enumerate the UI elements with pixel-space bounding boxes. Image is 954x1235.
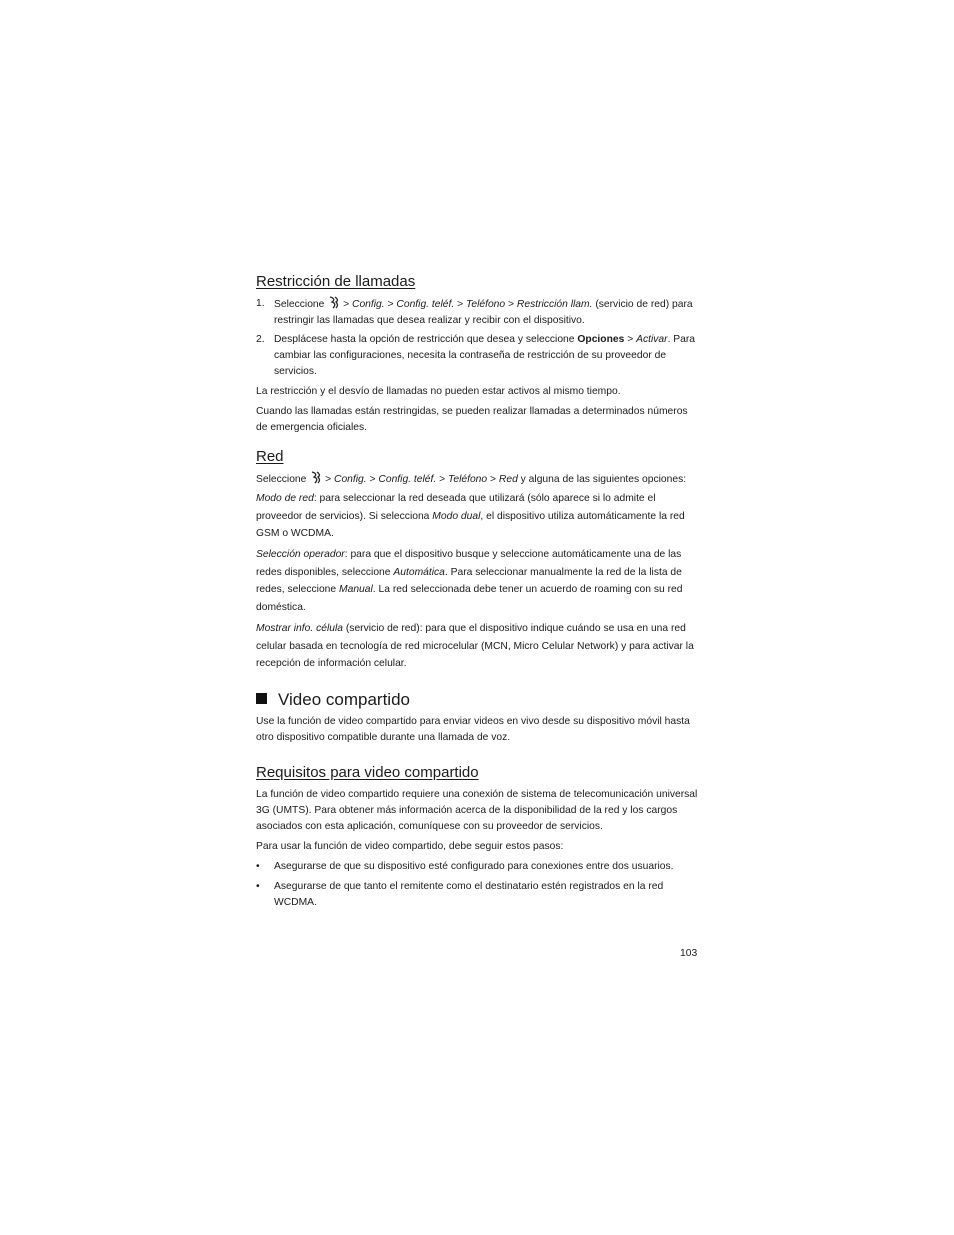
menu-path-config: Config. xyxy=(352,299,385,310)
paragraph-pasos: Para usar la función de video compartido, debe seguir estos pasos: xyxy=(256,841,564,852)
paragraph-mostrar-info-celula xyxy=(256,620,698,673)
heading-text: Video compartido xyxy=(278,690,410,709)
paragraph-emergencia: Cuando las llamadas están restringidas, se pueden realizar llamadas a determinados números de emergencia oficiales. xyxy=(256,406,688,433)
list-item-bullet-2 xyxy=(256,879,698,911)
paragraph-restriccion-desvio: La restricción y el desvío de llamadas no pueden estar activos al mismo tiempo. xyxy=(256,386,621,397)
softkey-opciones: Opciones xyxy=(577,334,625,345)
step-text-rest: (servicio de red) para restringir las llamadas que desea realizar y recibir con el dispositivo. xyxy=(274,299,693,326)
section-square-icon xyxy=(256,693,267,704)
heading-restriccion-llamadas: Restricción de llamadas xyxy=(256,273,416,290)
paragraph-modo-de-red xyxy=(256,490,698,543)
paragraph-video-intro: Use la función de video compartido para enviar videos en vivo desde su dispositivo móvil hasta otro dispositivo compatible durante una llamada de voz. xyxy=(256,716,690,743)
bullet-icon: • xyxy=(256,861,260,872)
heading-red: Red xyxy=(256,448,284,465)
page-number: 103 xyxy=(680,948,698,959)
text-desplacese: Desplácese hasta la opción de restricción que desea y seleccione xyxy=(274,334,575,345)
menu-path-telefono: Teléfono xyxy=(448,474,488,485)
separator: > xyxy=(325,474,332,485)
menu-path-config: Config. xyxy=(334,474,367,485)
separator: > xyxy=(387,299,394,310)
text: (servicio de red): para que el dispositivo indique cuándo se usa en una red celular basada en tecnología de red microcelular (MCN, Micro Celular Network) y para activar la recepción de información celular. xyxy=(256,623,694,669)
menu-path-config-telef: Config. teléf. xyxy=(396,299,455,310)
separator: > xyxy=(490,474,497,485)
option-modo-dual: Modo dual xyxy=(432,510,481,522)
option-seleccion-operador: Selección operador xyxy=(256,549,345,560)
separator: > xyxy=(457,299,464,310)
separator: > xyxy=(627,334,634,345)
bullet-text: Asegurarse de que su dispositivo esté configurado para conexiones entre dos usuarios. xyxy=(274,861,674,872)
text-seleccione: Seleccione xyxy=(256,474,307,485)
list-item-step-1 xyxy=(256,296,698,329)
text: . Para seleccionar manualmente la red de la lista de redes, seleccione xyxy=(256,566,682,595)
menu-path-config-telef: Config. teléf. xyxy=(378,474,437,485)
text: : para seleccionar la red deseada que utilizará (sólo aparece si lo admite el proveedor de servicios). Si selecciona xyxy=(256,493,656,522)
separator: > xyxy=(369,474,376,485)
text-seleccione: Seleccione xyxy=(274,299,325,310)
step-text xyxy=(274,296,698,329)
menu-path-activar: Activar xyxy=(636,334,668,345)
text: . La red seleccionada debe tener un acuerdo de roaming con su red doméstica. xyxy=(256,584,683,613)
menu-path-restriccion: Restricción llam. xyxy=(516,299,593,310)
text: : para que el dispositivo busque y seleccione automáticamente una de las redes disponibles, seleccione xyxy=(256,549,682,578)
paragraph-requisitos-umts: La función de video compartido requiere una conexión de sistema de telecomunicación universal 3G (UMTS). Para obtener más información acerca de la disponibilidad de la red y los cargos asociados con esta aplicación, comuníquese con su proveedor de servicios. xyxy=(256,789,698,832)
heading-video-compartido xyxy=(256,690,410,710)
option-modo-de-red: Modo de red xyxy=(256,493,314,504)
paragraph-seleccion-operador xyxy=(256,546,698,616)
option-mostrar-info-celula: Mostrar info. célula xyxy=(256,623,343,634)
bullet-text: Asegurarse de que tanto el remitente como el destinatario estén registrados en la red WCDMA. xyxy=(274,881,664,908)
option-automatica: Automática xyxy=(393,566,445,578)
separator: > xyxy=(343,299,350,310)
heading-requisitos: Requisitos para video compartido xyxy=(256,764,479,781)
bullet-icon: • xyxy=(256,881,260,892)
list-item-bullet-1 xyxy=(256,859,698,875)
list-item-step-2 xyxy=(256,332,698,380)
separator: > xyxy=(439,474,446,485)
text-opciones: y alguna de las siguientes opciones: xyxy=(520,474,687,485)
menu-key-icon xyxy=(328,296,339,309)
paragraph-red-intro xyxy=(256,471,698,488)
step-text-rest: . Para cambiar las configuraciones, necesita la contraseña de restricción de su proveedor de servicios. xyxy=(274,334,696,377)
step-number: 1. xyxy=(256,298,265,309)
step-text xyxy=(274,332,698,380)
menu-key-icon xyxy=(310,471,321,484)
option-manual: Manual xyxy=(339,584,373,595)
separator: > xyxy=(508,299,515,310)
menu-path-red: Red xyxy=(498,474,518,485)
text: , el dispositivo utiliza automáticamente la red GSM o WCDMA. xyxy=(256,510,685,539)
step-number: 2. xyxy=(256,334,265,345)
menu-path-telefono: Teléfono xyxy=(466,299,506,310)
